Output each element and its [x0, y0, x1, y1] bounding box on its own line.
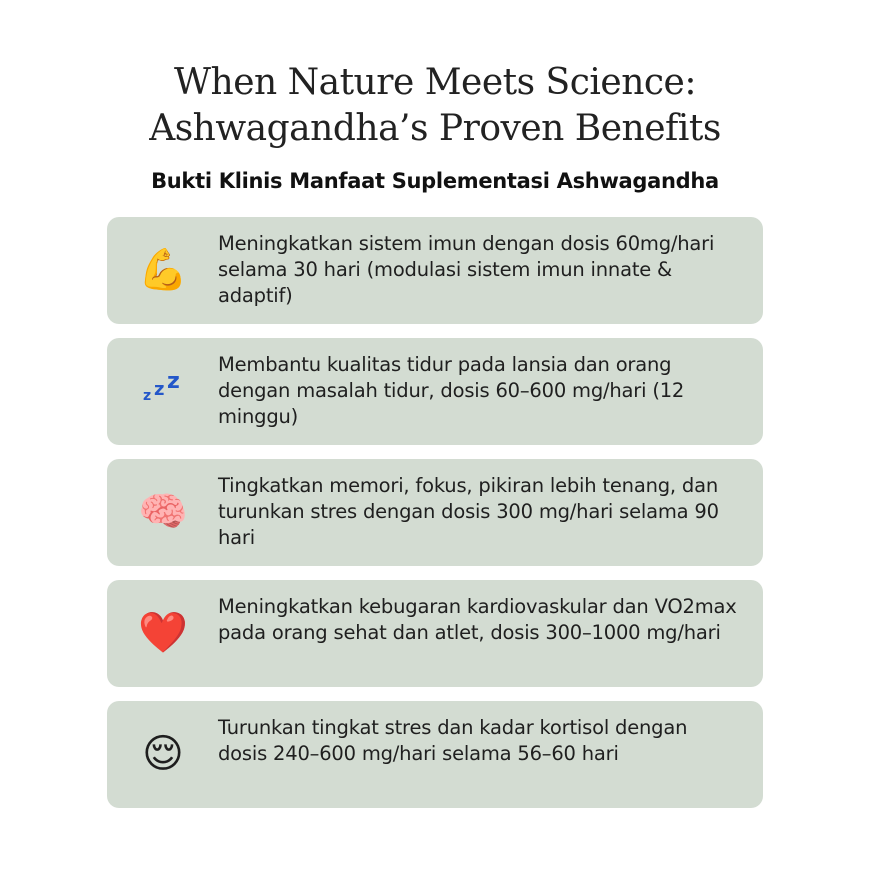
benefit-text: Membantu kualitas tidur pada lansia dan orang dengan masalah tidur, dosis 60–600 mg/hari (12 minggu): [218, 353, 685, 428]
benefit-card-stress: [107, 701, 763, 808]
benefit-text: Tingkatkan memori, fokus, pikiran lebih tenang, dan turunkan stres dengan dosis 300 mg/hari selama 90 hari: [218, 474, 719, 549]
benefit-card-immune: [107, 217, 763, 324]
red-heart-icon: ❤️: [138, 610, 188, 656]
zzz-letter-medium: z: [154, 379, 165, 400]
benefit-text: Meningkatkan sistem imun dengan dosis 60mg/hari selama 30 hari (modulasi sistem imun innate & adaptif): [218, 232, 715, 307]
brain-icon: 🧠: [138, 489, 188, 535]
benefit-card-memory: [107, 459, 763, 566]
zzz-letter-small: z: [143, 388, 152, 404]
benefit-text: Turunkan tingkat stres dan kadar kortisol dengan dosis 240–600 mg/hari selama 56–60 hari: [218, 716, 688, 765]
page-title: [0, 60, 870, 152]
benefit-card-cardio: [107, 580, 763, 687]
page-subtitle: Bukti Klinis Manfaat Suplementasi Ashwagandha: [151, 169, 719, 193]
zzz-letter-large: z: [167, 369, 180, 394]
relieved-face-icon: 😌: [142, 731, 184, 777]
zzz-sleep-icon: [135, 363, 191, 419]
flexed-biceps-icon: 💪: [138, 247, 188, 293]
benefit-text: Meningkatkan kebugaran kardiovaskular dan VO2max pada orang sehat dan atlet, dosis 300–1000 mg/hari: [218, 595, 737, 644]
title-line-2: Ashwagandha’s Proven Benefits: [149, 108, 721, 149]
title-line-1: When Nature Meets Science:: [174, 62, 696, 103]
benefit-card-sleep: [107, 338, 763, 445]
